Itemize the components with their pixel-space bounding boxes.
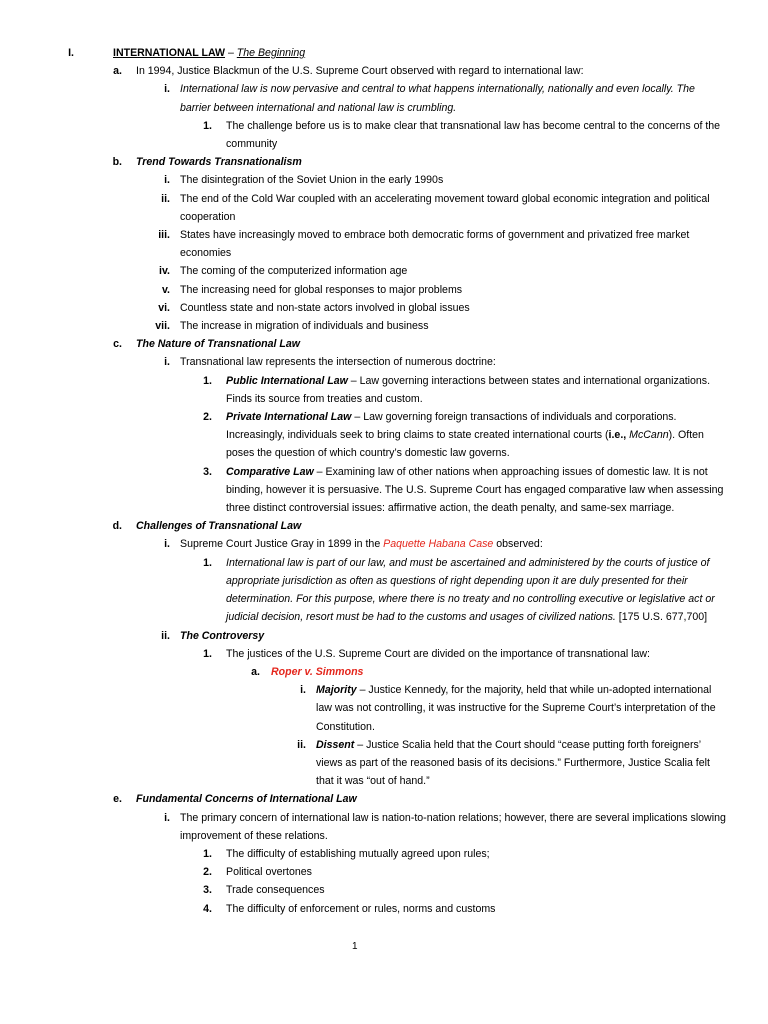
- outline-item: a. In 1994, Justice Blackmun of the U.S. Supreme Court observed with regard to international law:: [113, 65, 584, 78]
- outline-item: ii. The Controversy: [161, 629, 265, 642]
- list-item: vii. The increase in migration of individuals and business: [155, 320, 429, 333]
- case-name: Paquette Habana Case: [383, 538, 494, 551]
- outline-item: i. The primary concern of international law is nation-to-nation relations; however, there are several implications slowing improvement of these relations.: [164, 811, 726, 842]
- list-item: iv. The coming of the computerized information age: [159, 265, 408, 278]
- list-item: 3. Comparative Law – Examining law of other nations when approaching issues of domestic law. It is not binding, however it is persuasive. The U.S. Supreme Court has engaged comparative law when assessing three distinct controversial issues: affirmative action, the death penalty, and same-sex marriage.: [203, 465, 724, 515]
- subsection-title: The Nature of Transnational Law: [136, 338, 301, 351]
- document-page: [0, 44, 768, 918]
- outline-item: 1. The justices of the U.S. Supreme Court are divided on the importance of transnational law:: [203, 647, 650, 660]
- list-item: 1. The difficulty of establishing mutually agreed upon rules;: [203, 847, 490, 860]
- outline-number: I.: [68, 47, 74, 59]
- quote-text: International law is now pervasive and central to what happens internationally, nationally and even locally. The barrier between international and national law is crumbling.: [180, 83, 695, 114]
- section-subtitle: The Beginning: [236, 47, 306, 59]
- list-item: i. Majority – Justice Kennedy, for the majority, held that while un-adopted international law was not controlling, it was instructive for the Supreme Court’s interpretation of the Constitution.: [300, 684, 716, 733]
- citation: [175 U.S. 677,700]: [615, 611, 708, 624]
- list-item: ii. The end of the Cold War coupled with an accelerating movement toward global economic integration and political cooperation: [161, 192, 710, 223]
- subsection-title: Challenges of Transnational Law: [136, 520, 302, 533]
- case-name: Roper v. Simmons: [271, 665, 364, 678]
- subsection-heading: d. Challenges of Transnational Law: [0, 517, 768, 535]
- list-item: vi. Countless state and non-state actors involved in global issues: [158, 301, 470, 314]
- subsection-heading: b. Trend Towards Transnationalism: [0, 153, 768, 171]
- list-item: ii. Dissent – Justice Scalia held that the Court should “cease putting forth foreigners’ views as part of the reasoned basis of its decisions.” Furthermore, Justice Scalia felt that it was “out of hand.”: [297, 738, 710, 788]
- list-item: 2. Political overtones: [203, 866, 312, 879]
- term: Public International Law: [226, 374, 348, 387]
- term: Dissent: [316, 738, 355, 751]
- case-name: McCann: [626, 429, 669, 442]
- quote-text: International law is part of our law, and must be ascertained and administered by the courts of justice of appropriate jurisdiction as often as questions of right depending upon it are duly presented for their determination. For this purpose, where there is no treaty and no controlling executive or legislative act or judicial decision, resort must be had to the customs and usages of civilized nations.: [226, 556, 715, 624]
- subsection-heading: c. The Nature of Transnational Law: [0, 335, 768, 353]
- term: Comparative Law: [226, 465, 314, 478]
- outline-item: i. International law is now pervasive and central to what happens internationally, nationally and even locally. The barrier between international and national law is crumbling.: [0, 80, 768, 116]
- term: Majority: [316, 684, 357, 697]
- list-item: 2. Private International Law – Law governing foreign transactions of individuals and corporations. Increasingly, individuals seek to bring claims to state created international courts (i.e., McCann). Often poses the question of which country’s domestic law governs.: [203, 411, 704, 460]
- outline-item: i. Transnational law represents the intersection of numerous doctrine:: [164, 356, 496, 369]
- outline-item: 1. The challenge before us is to make clear that transnational law has become central to the concerns of the community: [203, 119, 721, 151]
- outline-item: i. Supreme Court Justice Gray in 1899 in the Paquette Habana Case observed:: [164, 538, 543, 551]
- outline-item: 1. International law is part of our law, and must be ascertained and administered by the courts of justice of appropriate jurisdiction as often as questions of right depending upon it are duly presented for their determination. For this purpose, where there is no treaty and no controlling executive or legislative act or judicial decision, resort must be had to the customs and usages of civilized nations. [175 U.S. 677,700]: [203, 556, 715, 624]
- outline-item: a. Roper v. Simmons: [0, 663, 768, 681]
- subsection-title: Fundamental Concerns of International Law: [136, 793, 357, 806]
- list-item: 1. Public International Law – Law governing interactions between states and international organizations. Finds its source from treaties and custom.: [203, 374, 711, 405]
- list-item: 4. The difficulty of enforcement or rules, norms and customs: [203, 902, 496, 915]
- list-item: i. The disintegration of the Soviet Union in the early 1990s: [164, 174, 444, 187]
- list-item: v. The increasing need for global responses to major problems: [161, 283, 463, 296]
- subsection-heading: e. Fundamental Concerns of International Law: [0, 790, 768, 808]
- section-heading: I. INTERNATIONAL LAW – The Beginning: [0, 44, 768, 62]
- section-title: INTERNATIONAL LAW: [113, 47, 226, 59]
- list-item: iii. States have increasingly moved to embrace both democratic forms of government and privatized free market economies: [158, 229, 690, 260]
- list-item: 3. Trade consequences: [203, 884, 325, 897]
- subsection-title: Trend Towards Transnationalism: [136, 156, 302, 169]
- page-number: 1: [352, 941, 358, 952]
- term: Private International Law: [226, 411, 352, 424]
